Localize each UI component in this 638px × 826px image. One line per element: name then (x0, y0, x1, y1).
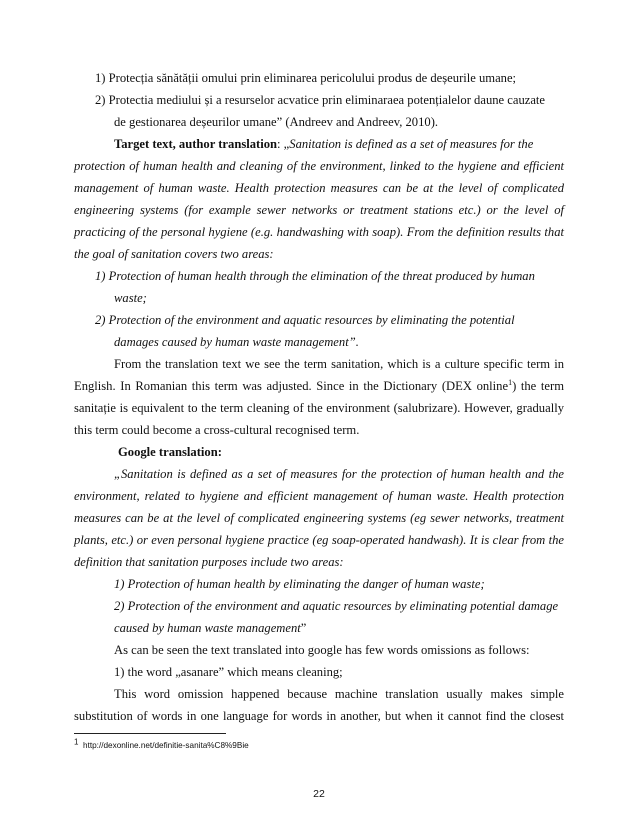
google-text-line: definition that sanitation purposes include two areas: (74, 555, 344, 569)
target-text-line: management of human waste. Health protection measures can be at the level of complicated (74, 181, 564, 195)
body-paragraph-line: sanitație is equivalent to the term cleaning of the environment (salubrizare). However, gradually (74, 401, 564, 415)
body-text: ) the term (512, 379, 564, 393)
target-text-line: practicing of the personal hygiene (e.g. handwashing with soap). From the definition results that (74, 225, 564, 239)
body-text: English. In Romanian this term was adjusted. Since in the Dictionary (DEX online (74, 379, 509, 393)
body-paragraph-line: As can be seen the text translated into google has few words omissions as follows: (114, 643, 530, 657)
target-text-line: engineering systems (for example sewer networks or treatment stations etc.) or the level of (74, 203, 564, 217)
body-list-item: 1) the word „asanare” which means cleaning; (114, 665, 343, 679)
target-text-heading: Target text, author translation (114, 137, 278, 151)
page-number: 22 (313, 788, 325, 800)
list-item-1: 1) Protecția sănătății omului prin eliminarea pericolului produs de deșeurile umane; (95, 71, 517, 85)
list-item-2-cont: de gestionarea deșeurilor umane” (Andreev and Andreev, 2010). (114, 115, 439, 129)
body-paragraph-line: From the translation text we see the term sanitation, which is a culture specific term in (114, 357, 564, 371)
google-translation-heading: Google translation: (118, 445, 222, 459)
target-text-line: protection of human health and cleaning of the environment, linked to the hygiene and efficient (74, 159, 564, 173)
footnote-ref: 1 (508, 377, 513, 387)
footnote (74, 737, 249, 750)
target-list-item-2: 2) Protection of the environment and aquatic resources by eliminating the potential (95, 313, 515, 327)
google-list-item-1: 1) Protection of human health by eliminating the danger of human waste; (114, 577, 485, 591)
google-text-line: measures can be at the level of complicated engineering systems (eg sewer networks, treatment (74, 511, 564, 525)
footnote-number: 1 (74, 737, 79, 747)
footnote-separator (74, 733, 226, 734)
footnote-link[interactable]: http://dexonline.net/definitie-sanita%C8%9Bie (83, 741, 249, 750)
body-paragraph-line: this term could become a cross-cultural recognised term. (74, 423, 360, 437)
google-text-line: environment, related to hygiene and efficient management of human waste. Health protection (74, 489, 564, 503)
google-text: caused by human waste management (114, 621, 301, 635)
list-item-2: 2) Protectia mediului și a resurselor acvatice prin eliminaraea potențialelor daune cauzate (95, 93, 546, 107)
body-paragraph-line (74, 378, 564, 394)
google-text-line: plants, etc.) or even personal hygiene practice (eg soap-operated handwash). It is clear from the (74, 533, 564, 547)
body-paragraph-line: This word omission happened because machine translation usually makes simple (114, 687, 564, 701)
google-list-item-2-cont (114, 620, 306, 636)
target-text-line: the goal of sanitation covers two areas: (74, 247, 274, 261)
google-text-line: „Sanitation is defined as a set of measures for the protection of human health and the (114, 467, 564, 481)
target-text-line (114, 136, 533, 152)
target-list-item-1: 1) Protection of human health through the elimination of the threat produced by human (95, 269, 535, 283)
colon-quote: : „ (277, 137, 290, 151)
target-list-item-1-cont: waste; (114, 291, 147, 305)
closing-quote: ” (300, 621, 307, 635)
target-text-start: Sanitation is defined as a set of measures for the (289, 137, 534, 151)
target-list-item-2-cont: damages caused by human waste management”. (114, 335, 359, 349)
body-paragraph-line: substitution of words in one language for words in another, but when it cannot find the closest (74, 709, 564, 723)
google-list-item-2: 2) Protection of the environment and aquatic resources by eliminating potential damage (114, 599, 559, 613)
